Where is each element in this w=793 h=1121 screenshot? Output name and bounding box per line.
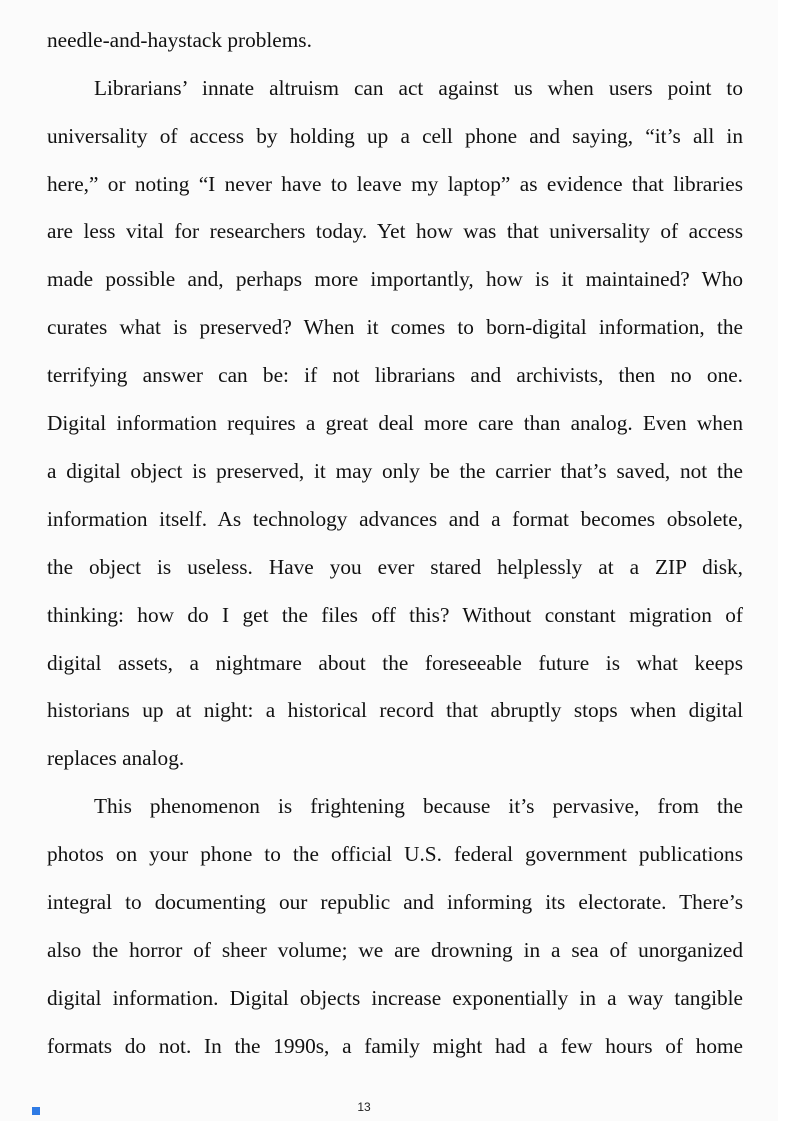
text-line: are less vital for researchers today. Yet how was that universality of access [47, 219, 743, 243]
text-line: universality of access by holding up a cell phone and saying, “it’s all in [47, 124, 743, 148]
text-line: Librarians’ innate altruism can act against us when users point to [94, 76, 743, 100]
text-line: needle-and-haystack problems. [47, 28, 312, 52]
text-line: also the horror of sheer volume; we are drowning in a sea of unorganized [47, 938, 743, 962]
text-line: digital assets, a nightmare about the foreseeable future is what keeps [47, 651, 743, 675]
text-line: curates what is preserved? When it comes to born-digital information, the [47, 315, 743, 339]
text-line: integral to documenting our republic and informing its electorate. There’s [47, 890, 743, 914]
text-line: thinking: how do I get the files off this? Without constant migration of [47, 603, 743, 627]
text-line: replaces analog. [47, 746, 185, 770]
text-line: made possible and, perhaps more importantly, how is it maintained? Who [47, 267, 743, 291]
text-line: historians up at night: a historical record that abruptly stops when digital [47, 698, 743, 722]
text-line: terrifying answer can be: if not librarians and archivists, then no one. [47, 363, 743, 387]
text-line: photos on your phone to the official U.S. federal government publications [47, 842, 743, 866]
text-line: here,” or noting “I never have to leave my laptop” as evidence that libraries [47, 172, 743, 196]
blue-square-marker-icon [32, 1107, 40, 1115]
text-line: information itself. As technology advances and a format becomes obsolete, [47, 507, 743, 531]
text-line: This phenomenon is frightening because it’s pervasive, from the [94, 794, 743, 818]
text-line: the object is useless. Have you ever stared helplessly at a ZIP disk, [47, 555, 743, 579]
text-line: a digital object is preserved, it may only be the carrier that’s saved, not the [47, 459, 743, 483]
text-line: formats do not. In the 1990s, a family might had a few hours of home [47, 1034, 743, 1058]
page-number: 13 [357, 1100, 371, 1114]
text-line: digital information. Digital objects increase exponentially in a way tangible [47, 986, 743, 1010]
text-line: Digital information requires a great deal more care than analog. Even when [47, 411, 743, 435]
